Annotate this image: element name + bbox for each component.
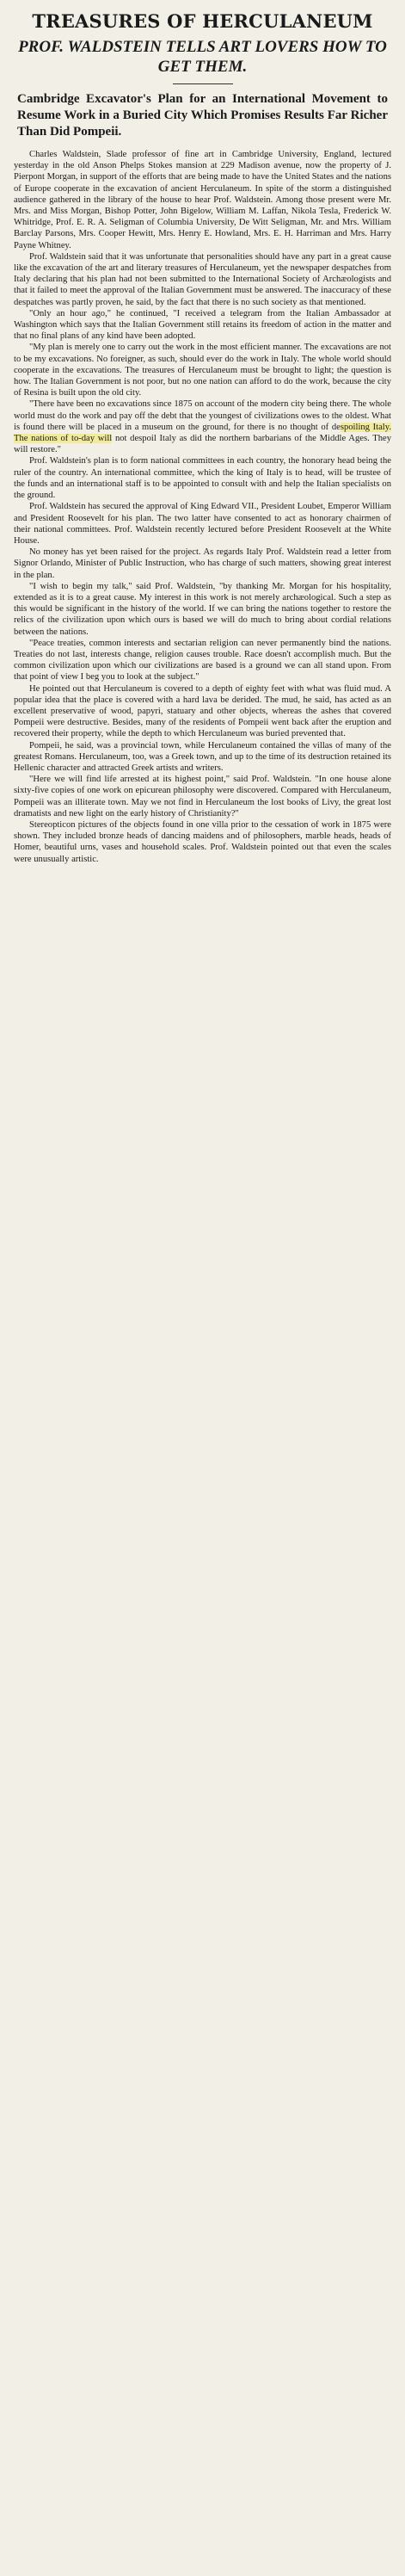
deck: Cambridge Excavator's Plan for an International Movement to Resume Work in a Buried City Which Promises Results Far Richer Than Did Pompeii. xyxy=(17,92,388,139)
highlighted-text: spoiling Italy. The nations of to-day will xyxy=(14,422,391,444)
article-paragraph: He pointed out that Herculaneum is covered to a depth of eighty feet with what was fluid mud. A popular idea that the place is covered with a hard lava be derided. The mud, he said, has acted as an excellent preservative of wood, papyri, statuary and other objects, whereas the ashes that covered Pompeii were destructive. Besides, many of the residents of Pompeii went back after the eruption and recovered their property, while the depth to which Herculaneum was buried prevented that. xyxy=(14,683,391,739)
article-paragraph: Prof. Waldstein said that it was unfortunate that personalities should have any part in a great cause like the excavation of the art and literary treasures of Herculaneum, yet the newspaper despatches from Italy declaring that his plan had not been submitted to the International Society of Archæologists and that it failed to meet the approval of the Italian Government must be answered. The inaccuracy of these despatches was partly proven, he said, by the fact that there is no such society as that mentioned. xyxy=(14,251,391,307)
article-paragraph: "Here we will find life arrested at its highest point," said Prof. Waldstein. "In one house alone sixty-five copies of one work on epicurean philosophy were discovered. Compared with Herculaneum, Pompeii was an illiterate town. May we not find in Herculaneum the lost books of Livy, the great lost dramatists and new light on the early history of Christianity?" xyxy=(14,775,391,819)
article-paragraph: "There have been no excavations since 1875 on account of the modern city being there. The whole world must do the work and pay off the debt that the youngest of civilizations owes to the oldest. What is found there will be placed in a museum on the ground, for there is no thought of despoiling Italy. The nations of to-day will not despoil Italy as did the northern barbarians of the Middle Ages. They will restore." xyxy=(14,399,391,455)
subheadline: PROF. WALDSTEIN TELLS ART LOVERS HOW TO GET THEM. xyxy=(18,38,387,76)
divider-rule xyxy=(173,83,233,84)
article-paragraph: "My plan is merely one to carry out the work in the most efficient manner. The excavations are not to be my excavations. No foreigner, as such, should ever do the work in Italy. The whole world should cooperate in the excavations. The treasures of Herculaneum must be brought to light; the question is how. The Italian Government is not poor, but no one nation can afford to do the work, because the city of Resina is built upon the old city. xyxy=(14,343,391,398)
headline: TREASURES OF HERCULANEUM xyxy=(32,10,373,32)
article-paragraph: "Only an hour ago," he continued, "I received a telegram from the Italian Ambassador at Washington which says that the Italian Government still retains its freedom of action in the matter and that no final plans of any kind have been adopted. xyxy=(14,308,391,342)
article-paragraph: Pompeii, he said, was a provincial town, while Herculaneum contained the villas of many of the greatest Romans. Herculaneum, too, was a Greek town, and up to the time of its destruction retained its Hellenic character and attracted Greek artists and writers. xyxy=(14,740,391,773)
article-paragraph: Stereopticon pictures of the objects found in one villa prior to the cessation of work in 1875 were shown. They included bronze heads of dancing maidens and of philosophers, marble heads, heads of Homer, beautiful urns, vases and household scales. Prof. Waldstein pointed out that even the scales were unusually artistic. xyxy=(14,819,391,864)
article-paragraph: "Peace treaties, common interests and sectarian religion can never permanently bind the nations. Treaties do not last, interests change, religion causes trouble. Race doesn't accomplish much. But the common civilization upon which our civilizations are based is a ground we can all stand upon. From that point of view I beg you to look at the subject." xyxy=(14,638,391,683)
article-paragraph: Prof. Waldstein's plan is to form national committees in each country, the honorary head being the ruler of the country. An international committee, which the king of Italy is to head, will be trustee of the funds and an international staff is to be appointed to consult with and help the Italian specialists on the ground. xyxy=(14,456,391,501)
article-paragraph: Charles Waldstein, Slade professor of fine art in Cambridge University, England, lectured yesterday in the old Anson Phelps Stokes mansion at 229 Madison avenue, now the property of J. Pierpont Morgan, in support of the efforts that are being made to have the United States and the nations of Europe cooperate in the excavation of ancient Herculaneum. In spite of the storm a distinguished audience gathered in the library of the house to hear Prof. Waldstein. Among those present were Mr. Mrs. and Miss Morgan, Bishop Potter, John Bigelow, William M. Laffan, Nikola Tesla, Frederick W. Whitridge, Prof. E. R. A. Seligman of Columbia University, De Witt Seligman, Mr. and Mrs. William Barclay Parsons, Mrs. Cooper Hewitt, Mrs. Henry E. Howland, Mrs. E. H. Harriman and Mrs. Harry Payne Whitney. xyxy=(14,150,391,250)
article-paragraph: "I wish to begin my talk," said Prof. Waldstein, "by thanking Mr. Morgan for his hospitality, extended as it is to a great cause. My interest in this work is not merely archæological. Such a step as this would be significant in the history of the world. If we can bring the nations together to restore the relics of the civilization upon which ours is based we will do much to bring about cordial relations between the nations. xyxy=(14,581,391,637)
article-paragraph: Prof. Waldstein has secured the approval of King Edward VII., President Loubet, Emperor William and President Roosevelt for his plan. The two latter have consented to act as honorary chairmen of their national committees. Prof. Waldstein recently lectured before President Roosevelt at the White House. xyxy=(14,502,391,546)
article-body xyxy=(14,149,391,865)
article-paragraph: No money has yet been raised for the project. As regards Italy Prof. Waldstein read a letter from Signor Orlando, Minister of Public Instruction, who has charge of such matters, showing great interest in the plan. xyxy=(14,547,391,580)
